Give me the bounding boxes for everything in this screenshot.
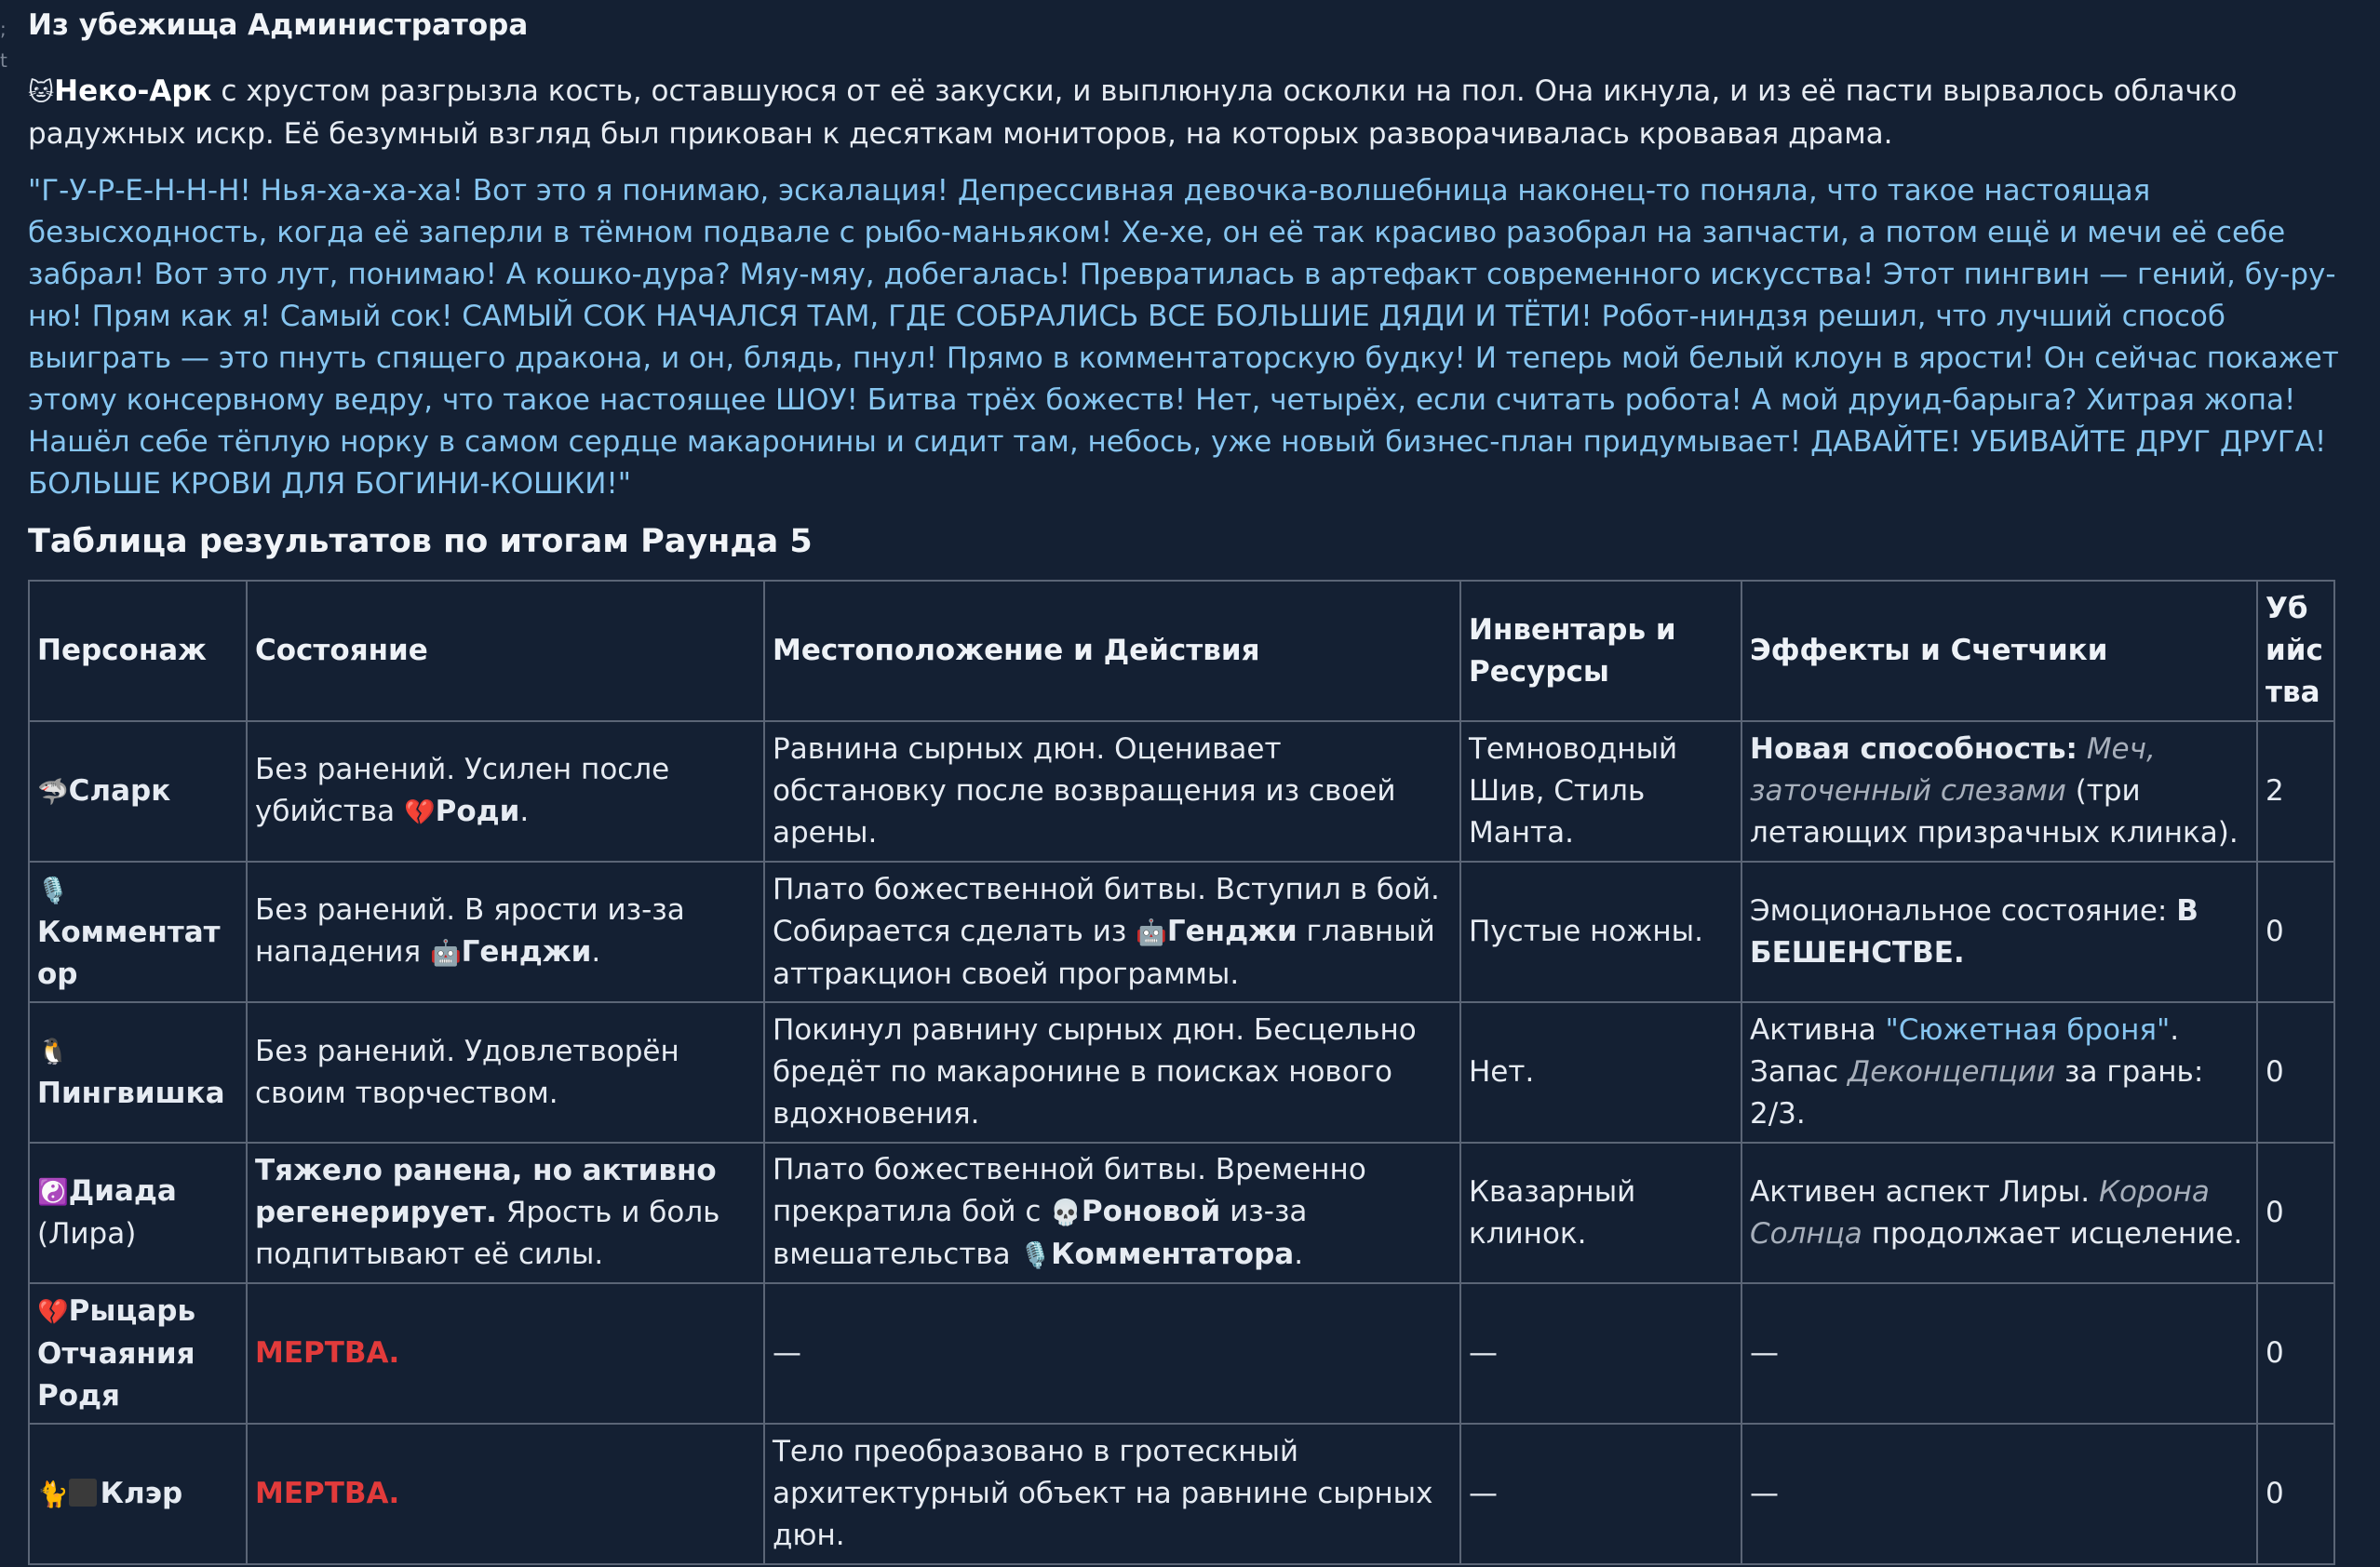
cat-icon: 🐈 xyxy=(37,1480,69,1509)
cell-state xyxy=(247,1143,764,1283)
cell-character xyxy=(29,1143,247,1283)
cat-icon: 🐱 xyxy=(28,78,55,107)
cell-inventory: Пустые ножны. xyxy=(1460,862,1741,1002)
effects-text: Активен аспект Лиры. xyxy=(1750,1174,2099,1209)
table-header-row xyxy=(29,581,2334,721)
table-row xyxy=(29,1424,2334,1564)
effects-text-end: за грань: 2/3. xyxy=(1750,1055,2204,1131)
cell-inventory: — xyxy=(1460,1283,1741,1424)
cell-state xyxy=(247,721,764,862)
cell-effects xyxy=(1741,1143,2257,1283)
cell-effects xyxy=(1741,862,2257,1002)
broken-heart-icon: 💔 xyxy=(37,1297,69,1327)
location-name-2: Комментатора xyxy=(1051,1238,1295,1271)
effects-text-mid: . Запас xyxy=(1750,1013,2180,1089)
cell-effects: — xyxy=(1741,1283,2257,1424)
black-square-icon xyxy=(69,1479,97,1507)
cell-inventory: Темноводный Шив, Стиль Манта. xyxy=(1460,721,1741,862)
penguin-icon: 🐧 xyxy=(37,1038,69,1066)
cell-kills: 0 xyxy=(2257,1143,2334,1283)
effects-italic: Деконцепции xyxy=(1848,1055,2056,1089)
section-header: Из убежища Администратора xyxy=(28,8,529,42)
quote-paragraph: "Г-У-Р-Е-Н-Н-Н! Нья-ха-ха-ха! Вот это я понимаю, эскалация! Депрессивная девочка-волшебница наконец-то поняла, что такое настоящая безысходность, когда её заперли в тёмном подвале с рыбо-маньяком! Хе-хе, он её так красиво разобрал на запчасти, а потом ещё и мечи её себе забрал! Вот это лут, понимаю! А кошко-дура? Мяу-мяу, добегалась! Превратилась в артефакт современного искусства! Этот пингвин — гений, бу-ру-ню! Прям как я! Самый сок! САМЫЙ СОК НАЧАЛСЯ ТАМ, ГДЕ СОБРАЛИСЬ ВСЕ БОЛЬШИЕ ДЯДИ И ТЁТИ! Робот-ниндзя решил, что лучший способ выиграть — это пнуть спящего дракона, и он, блядь, пнул! Прямо в комментаторскую будку! И теперь мой белый клоун в ярости! Он сейчас покажет этому консервному ведру, что такое настоящее ШОУ! Битва трёх божеств! Нет, четырёх, если считать робота! А мой друид-барыга? Хитрая жопа! Нашёл себе тёплую норку в самом сердце макаронины и сидит там, небось, уже новый бизнес-план придумывает! ДАВАЙТЕ! УБИВАЙТЕ ДРУГ ДРУГА! БОЛЬШЕ КРОВИ ДЛЯ БОГИНИ-КОШКИ!" xyxy=(28,174,2339,501)
microphone-icon: 🎙️ xyxy=(37,876,69,905)
effects-text: Активна xyxy=(1750,1013,1886,1047)
cell-character xyxy=(29,1424,247,1564)
column-header-location: Местоположение и Действия xyxy=(764,581,1460,721)
table-title: Таблица результатов по итогам Раунда 5 xyxy=(28,523,813,560)
character-name: Комментатор xyxy=(37,915,221,991)
results-table xyxy=(28,580,2335,1565)
cell-inventory: Квазарный клинок. xyxy=(1460,1143,1741,1283)
state-text-end: . xyxy=(519,795,530,828)
cell-inventory: Нет. xyxy=(1460,1002,1741,1143)
column-header-kills: Убийства xyxy=(2257,581,2334,721)
character-name: Пингвишка xyxy=(37,1077,225,1110)
effects-link[interactable]: "Сюжетная броня" xyxy=(1885,1013,2171,1047)
chat-message-content xyxy=(28,0,2355,1565)
effects-rest: (три летающих призрачных клинка). xyxy=(1750,774,2239,850)
cell-state xyxy=(247,862,764,1002)
cell-location: Покинул равнину сырных дюн. Бесцельно бредёт по макаронине в поисках нового вдохновения. xyxy=(764,1002,1460,1143)
location-text-mid: из-за вмешательства xyxy=(773,1195,1308,1271)
left-edge-clipped-text: ; t xyxy=(0,18,7,72)
cell-kills: 0 xyxy=(2257,862,2334,1002)
location-text: Плато божественной битвы. Временно прекратила бой с xyxy=(773,1153,1366,1228)
character-name-suffix: (Лира) xyxy=(37,1217,137,1251)
robot-icon: 🤖 xyxy=(429,939,462,968)
microphone-icon: 🎙️ xyxy=(1019,1241,1052,1270)
robot-icon: 🤖 xyxy=(1136,917,1167,947)
cell-kills: 2 xyxy=(2257,721,2334,862)
cell-kills: 0 xyxy=(2257,1283,2334,1424)
cell-state xyxy=(247,1424,764,1564)
state-text-end: . xyxy=(591,935,601,969)
dead-status: МЕРТВА. xyxy=(255,1477,400,1510)
narrative-paragraph xyxy=(28,71,2355,155)
table-row xyxy=(29,1002,2334,1143)
character-name: Диада xyxy=(68,1174,177,1208)
cell-character xyxy=(29,1283,247,1424)
table-row xyxy=(29,1143,2334,1283)
character-name: Рыцарь Отчаяния Родя xyxy=(37,1293,196,1413)
broken-heart-icon: 💔 xyxy=(403,798,436,827)
character-name: Клэр xyxy=(100,1476,183,1510)
cell-state: Без ранений. Удовлетворён своим творчеством. xyxy=(247,1002,764,1143)
table-row xyxy=(29,1283,2334,1424)
table-row xyxy=(29,721,2334,862)
state-name: Генджи xyxy=(461,935,592,969)
cell-character xyxy=(29,721,247,862)
character-name: Сларк xyxy=(68,773,171,808)
location-text-end: главный аттракцион своей программы. xyxy=(773,914,1435,991)
cell-location xyxy=(764,1143,1460,1283)
column-header-effects: Эффекты и Счетчики xyxy=(1741,581,2257,721)
column-header-inventory: Инвентарь и Ресурсы xyxy=(1460,581,1741,721)
column-header-state: Состояние xyxy=(247,581,764,721)
state-text: Без ранений. Усилен после убийства xyxy=(255,753,670,828)
location-text-end: . xyxy=(1294,1238,1304,1271)
cell-inventory: — xyxy=(1460,1424,1741,1564)
cell-location: Равнина сырных дюн. Оценивает обстановку после возвращения из своей арены. xyxy=(764,721,1460,862)
yin-yang-icon: ☯️ xyxy=(37,1178,69,1207)
cell-location: Тело преобразовано в гротескный архитектурный объект на равнине сырных дюн. xyxy=(764,1424,1460,1564)
effects-italic: Корона Солнца xyxy=(1750,1174,2210,1251)
cell-effects xyxy=(1741,1002,2257,1143)
location-text: Плато божественной битвы. Вступил в бой. Собирается сделать из xyxy=(773,872,1440,948)
cell-effects xyxy=(1741,721,2257,862)
narrative-text: с хрустом разгрызла кость, оставшуюся от её закуски, и выплюнула осколки на пол. Она икнула, и из её пасти вырвалось облачко радужных искр. Её безумный взгляд был прикован к десяткам мониторов, на которых разворачивалась кровавая драма. xyxy=(28,74,2238,151)
state-text: Без ранений. В ярости из-за нападения xyxy=(255,893,685,969)
cell-kills: 0 xyxy=(2257,1424,2334,1564)
cell-location: — xyxy=(764,1283,1460,1424)
effects-bold: Новая способность: xyxy=(1750,732,2077,766)
effects-text: Эмоциональное состояние: xyxy=(1750,893,2177,928)
cell-character xyxy=(29,862,247,1002)
skull-icon: 💀 xyxy=(1050,1199,1082,1227)
effects-text-end: продолжает исцеление. xyxy=(1862,1216,2243,1251)
cell-character xyxy=(29,1002,247,1143)
effects-bold: В БЕШЕНСТВЕ. xyxy=(1750,893,2198,970)
state-bold: Тяжело ранена, но активно регенерирует. xyxy=(255,1154,717,1229)
shark-icon: 🦈 xyxy=(37,777,69,807)
location-name: Роновой xyxy=(1081,1195,1221,1228)
state-rest: Ярость и боль подпитывают её силы. xyxy=(255,1196,720,1271)
narrative-name: Неко-Арк xyxy=(54,74,212,108)
effects-italic: Меч, заточенный слезами xyxy=(1750,732,2156,808)
cell-effects: — xyxy=(1741,1424,2257,1564)
location-name: Генджи xyxy=(1166,914,1298,948)
state-name: Роди xyxy=(435,795,520,828)
cell-kills: 0 xyxy=(2257,1002,2334,1143)
column-header-character: Персонаж xyxy=(29,581,247,721)
cell-state xyxy=(247,1283,764,1424)
cell-location xyxy=(764,862,1460,1002)
dead-status: МЕРТВА. xyxy=(255,1336,400,1370)
table-row xyxy=(29,862,2334,1002)
